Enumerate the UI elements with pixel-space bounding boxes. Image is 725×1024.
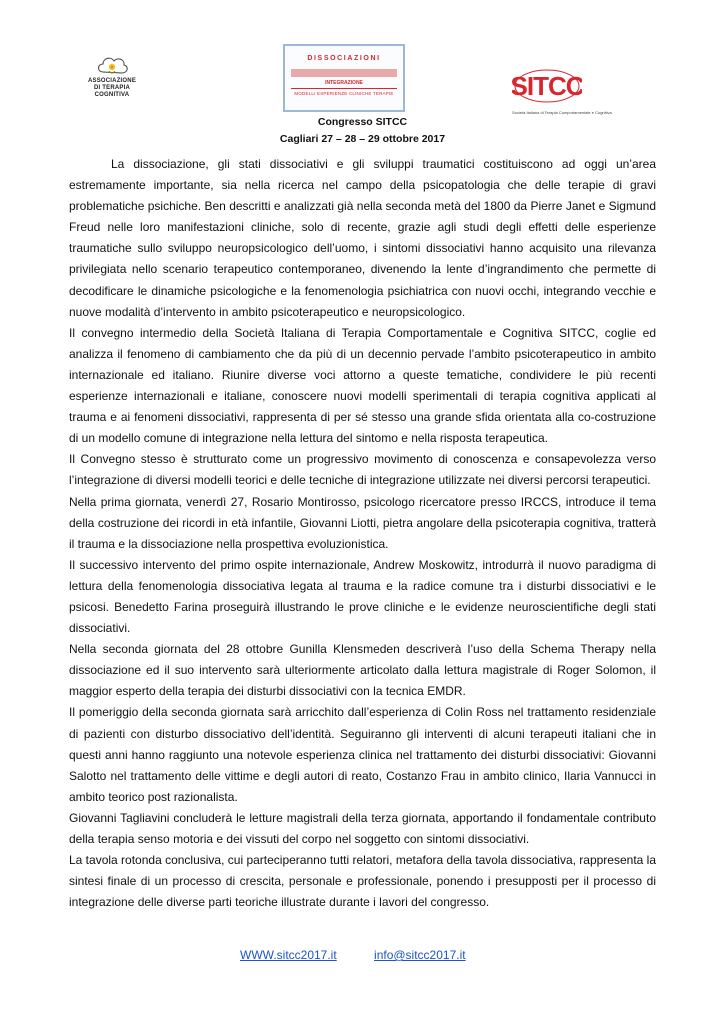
logo-line-3: COGNITIVA	[94, 92, 130, 98]
paragraph-4: Nella prima giornata, venerdì 27, Rosario Montirosso, psicologo ricercatore presso IRCCS, introduce il tema della costruzione dei ricordi in età infantile, Giovanni Liotti, pietra angolare della psicoterapia cognitiva, tratterà il trauma e la dissociazione nella prospettiva evoluzionistica.	[69, 494, 656, 551]
cloud-logo-icon	[95, 52, 129, 78]
banner-color-bar	[291, 69, 397, 77]
paragraph-1: La dissociazione, gli stati dissociativi e gli sviluppi traumatici costituiscono ad oggi un’area estremamente importante, sia nella ricerca nel campo della psicopatologia che delle terapie di gravi problematiche psichiche. Ben descritti e analizzati già nella seconda metà del 1800 da Pierre Janet e Sigmund Freud nelle loro manifestazioni cliniche, solo di recente, grazie agli studi degli effetti delle esperienze traumatiche sullo sviluppo neuropsicologico dell’uomo, i sintomi dissociativi hanno acquisito una rilevanza privilegiata nello scenario terapeutico contemporaneo, divenendo la lente d’ingrandimento che permette di decodificare le dinamiche psicologiche e la fenomenologia psichiatrica con nuovi occhi, integrando vecchie e nuove modalità d’intervento in ambito psicoterapeutico e neuropsicologico.	[69, 157, 656, 319]
paragraph-9: La tavola rotonda conclusiva, cui parteciperanno tutti relatori, metafora della tavola dissociativa, rappresenta la sintesi finale di un processo di crescita, personale e professionale, ponendo i presupposti per il processo di integrazione delle diverse parti teoriche illustrate durante i lavori del congresso.	[69, 853, 656, 910]
paragraph-3: Il Convegno stesso è strutturato come un progressivo movimento di conoscenza e consapevolezza verso l’integrazione di diversi modelli teorici e delle tecniche di integrazione utilizzate nei diversi percorsi terapeutici.	[69, 452, 656, 488]
body-text	[69, 154, 656, 913]
congress-title: Congresso SITCC	[317, 116, 408, 128]
paragraph-2: Il convegno intermedio della Società Italiana di Terapia Comportamentale e Cognitiva SITCC, coglie ed analizza il fenomeno di cambiamento che da più di un decennio pervade l’ambito psicoterapeutico in ambito internazionale ed italiano. Riunire diverse voci attorno a queste tematiche, condividere le più recenti esperienze internazionali e italiane, conoscere nuovi modelli sperimentali di terapia cognitiva applicati al trauma e ai fenomeni dissociativi, rappresenta di per sé stesso una grande sfida orientata alla co-costruzione di un modello comune di integrazione nella lettura del sintomo e nella risposta terapeutica.	[69, 325, 656, 446]
sitcc-logo	[512, 66, 642, 115]
banner-divider	[291, 88, 397, 89]
website-link[interactable]: WWW.sitcc2017.it	[240, 948, 337, 962]
sitcc-wordmark-icon	[512, 66, 582, 104]
banner-title: DISSOCIAZIONI	[307, 55, 381, 62]
paragraph-6: Nella seconda giornata del 28 ottobre Gunilla Klensmeden descriverà l’uso della Schema Therapy nella dissociazione ed il suo intervento sarà ulteriormente articolato dalla lettura magistrale di Roger Solomon, il maggior esperto della terapia dei disturbi dissociativi con la tecnica EMDR.	[69, 642, 656, 699]
footer	[240, 948, 466, 962]
svg-text:SITCC: SITCC	[512, 71, 582, 101]
logo-line-1: ASSOCIAZIONE	[87, 78, 137, 84]
congress-dates: Cagliari 27 – 28 – 29 ottobre 2017	[279, 133, 446, 145]
paragraph-7: Il pomeriggio della seconda giornata sarà arricchito dall’esperienza di Colin Ross nel trattamento residenziale di pazienti con disturbo dissociativo dell’identità. Seguiranno gli interventi di alcuni terapeuti italiani che in questi anni hanno raggiunto una notevole esperienza clinica nel trattamento dei disturbi dissociativi: Giovanni Salotto nel trattamento delle vittime e degli autori di reato, Costanzo Frau in ambito clinico, Ilaria Vannucci in ambito teorico post razionalista.	[69, 705, 656, 804]
sitcc-tagline: Società Italiana di Terapia Comportamentale e Cognitiva	[512, 110, 612, 115]
banner-subtitle: MODELLI ESPERIENZE CLINICHE TERAPIE	[294, 91, 394, 96]
paragraph-8: Giovanni Tagliavini concluderà le letture magistrali della terza giornata, apportando il fondamentale contributo della terapia senso motoria e dei vissuti del corpo nel soggetto con sintomi dissociativi.	[69, 810, 656, 846]
banner-integration: INTEGRAZIONE	[325, 80, 363, 86]
email-link[interactable]: info@sitcc2017.it	[374, 948, 466, 962]
paragraph-5: Il successivo intervento del primo ospite internazionale, Andrew Moskowitz, introdurrà il nuovo paradigma di lettura della fenomenologia dissociativa legata al trauma e la radice comune tra i disturbi dissociativi e le psicosi. Benedetto Farina proseguirà illustrando le prove cliniche e le evidenze neuroscientifiche degli stati dissociativi.	[69, 557, 656, 636]
logo-line-2: DI TERAPIA	[93, 85, 130, 91]
dissociazioni-banner	[283, 44, 405, 112]
associazione-terapia-cognitiva-logo	[76, 52, 148, 99]
